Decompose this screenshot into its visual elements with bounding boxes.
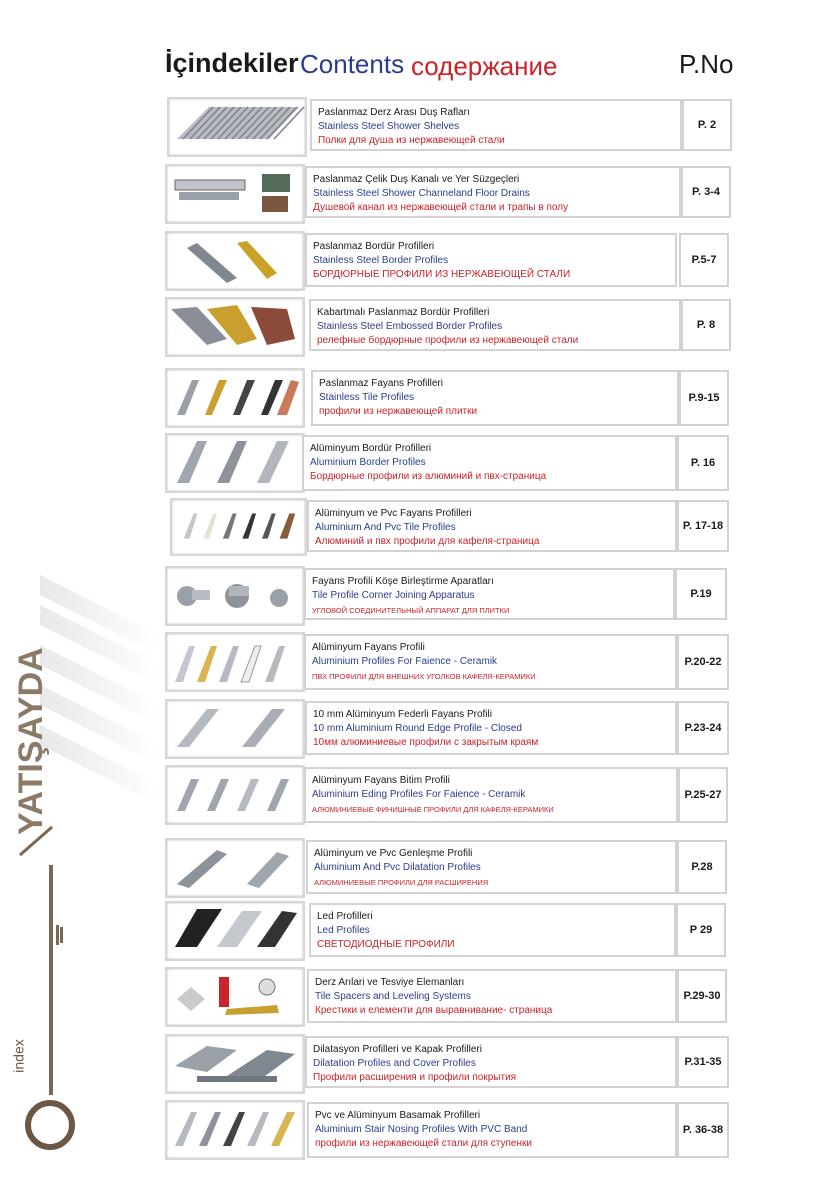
product-image bbox=[167, 701, 303, 757]
product-thumbnail bbox=[165, 1034, 305, 1094]
item-title-turkish: Fayans Profili Köşe Birleştirme Aparatları bbox=[312, 576, 494, 587]
item-title-english: Aluminium And Pvc Tile Profiles bbox=[315, 522, 456, 533]
product-image bbox=[167, 1036, 303, 1092]
product-image bbox=[167, 568, 303, 624]
item-title-turkish: Paslanmaz Derz Arası Duş Rafları bbox=[318, 107, 470, 118]
item-title-russian: УГЛОВОЙ СОЕДИНИТЕЛЬНЫЙ АППАРАТ ДЛЯ ПЛИТКИ bbox=[312, 606, 510, 615]
product-thumbnail bbox=[165, 838, 305, 898]
item-title-turkish: Paslanmaz Bordür Profilleri bbox=[313, 241, 435, 252]
title-turkish: İçindekiler bbox=[165, 48, 299, 78]
product-thumbnail bbox=[165, 765, 305, 825]
item-title-english: Aluminium Stair Nosing Profiles With PVC Band bbox=[315, 1124, 528, 1135]
item-description bbox=[307, 500, 677, 552]
item-title-russian: СВЕТОДИОДНЫЕ ПРОФИЛИ bbox=[317, 939, 455, 950]
item-description bbox=[306, 840, 677, 894]
product-thumbnail bbox=[165, 231, 305, 291]
item-title-russian: Душевой канал из нержавеющей стали и трапы в полу bbox=[313, 202, 569, 213]
title-russian: содержание bbox=[411, 51, 558, 81]
page-number: P.28 bbox=[677, 840, 727, 894]
item-description bbox=[302, 435, 677, 491]
page-number: P 29 bbox=[676, 903, 726, 957]
item-title-english: Stainless Steel Embossed Border Profiles bbox=[317, 321, 503, 332]
item-title-turkish: Kabartmalı Paslanmaz Bordür Profilleri bbox=[317, 307, 490, 318]
item-description bbox=[305, 233, 677, 287]
page-number: P.9-15 bbox=[679, 370, 729, 426]
item-title-turkish: Alüminyum Bordür Profilleri bbox=[310, 443, 432, 454]
item-title-russian: профили из нержавеющей стали для ступенки bbox=[315, 1138, 532, 1149]
item-title-russian: Бордюрные профили из алюминий и пвх-страница bbox=[310, 471, 547, 482]
item-title-english: Aluminium Border Profiles bbox=[310, 457, 426, 468]
page-number: P.23-24 bbox=[677, 701, 729, 755]
item-title-russian: ПВХ ПРОФИЛИ ДЛЯ ВНЕШНИХ УГОЛКОВ КАФЕЛЯ-КЕРАМИКИ bbox=[312, 672, 536, 681]
page-number: P. 3-4 bbox=[681, 166, 731, 218]
item-description bbox=[307, 969, 677, 1023]
item-title-english: Tile Spacers and Leveling Systems bbox=[315, 991, 471, 1002]
page-number: P.29-30 bbox=[677, 969, 727, 1023]
item-title-russian: БОРДЮРНЫЕ ПРОФИЛИ ИЗ НЕРЖАВЕЮЩЕЙ СТАЛИ bbox=[313, 269, 571, 280]
item-title-english: Aluminium Profiles For Faience - Ceramik bbox=[312, 656, 498, 667]
product-thumbnail bbox=[165, 368, 305, 428]
item-description bbox=[305, 701, 677, 755]
product-image bbox=[167, 1102, 303, 1158]
page-number: P.25-27 bbox=[678, 767, 728, 823]
page-number: P. 8 bbox=[681, 299, 731, 351]
product-image bbox=[172, 500, 305, 554]
item-title-turkish: Alüminyum ve Pvc Genleşme Profili bbox=[314, 848, 473, 859]
title-english: Contents bbox=[300, 49, 405, 79]
item-title-russian: АЛЮМИНИЕВЫЕ ФИНИШНЫЕ ПРОФИЛИ ДЛЯ КАФЕЛЯ-КЕРАМИКИ bbox=[312, 805, 554, 814]
product-image bbox=[167, 634, 303, 690]
item-title-turkish: Paslanmaz Çelik Duş Kanalı ve Yer Süzgeçleri bbox=[313, 174, 520, 185]
product-image bbox=[167, 299, 303, 355]
item-title-english: Led Profiles bbox=[317, 925, 370, 936]
product-thumbnail bbox=[165, 967, 305, 1027]
index-side-label bbox=[10, 1030, 40, 1090]
item-title-russian: Крестики и елементи для выравнивание- страница bbox=[315, 1005, 553, 1016]
product-image bbox=[167, 166, 303, 222]
page-number: P.19 bbox=[675, 568, 727, 620]
page-number: P.31-35 bbox=[677, 1036, 729, 1088]
item-title-russian: релефные бордюрные профили из нержавеющей стали bbox=[317, 335, 579, 346]
brand-name: YATIŞAYDA bbox=[12, 647, 50, 835]
item-title-russian: Профили расширения и профили покрытия bbox=[313, 1072, 517, 1083]
item-title-english: Stainless Steel Border Profiles bbox=[313, 255, 449, 266]
item-title-turkish: Pvc ve Alüminyum Basamak Profilleri bbox=[315, 1110, 481, 1121]
page-number: P.20-22 bbox=[677, 634, 729, 690]
item-title-turkish: Alüminyum Fayans Profili bbox=[312, 642, 425, 653]
item-title-turkish: Led Profilleri bbox=[317, 911, 373, 922]
product-image bbox=[167, 903, 303, 959]
item-title-english: Stainless Steel Shower Channeland Floor Drains bbox=[313, 188, 530, 199]
product-thumbnail bbox=[170, 498, 307, 556]
product-thumbnail bbox=[165, 632, 305, 692]
product-image bbox=[167, 767, 303, 823]
product-thumbnail bbox=[165, 164, 305, 224]
item-title-turkish: 10 mm Alüminyum Federli Fayans Profili bbox=[313, 709, 492, 720]
item-title-turkish: Alüminyum Fayans Bitim Profili bbox=[312, 775, 450, 786]
product-image bbox=[167, 370, 303, 426]
product-thumbnail bbox=[165, 297, 305, 357]
item-title-english: Aluminium Eding Profiles For Faience - Ceramik bbox=[312, 789, 526, 800]
item-description bbox=[304, 568, 675, 620]
page-number: P. 36-38 bbox=[677, 1102, 729, 1158]
page-number: P. 2 bbox=[682, 99, 732, 151]
product-thumbnail bbox=[165, 1100, 305, 1160]
page-number: P.5-7 bbox=[679, 233, 729, 287]
item-title-russian: Алюминий и пвх профили для кафеля-страница bbox=[315, 536, 540, 547]
item-title-english: Stainless Tile Profiles bbox=[319, 392, 415, 403]
item-title-russian: профили из нержавеющей плитки bbox=[319, 406, 478, 417]
product-thumbnail bbox=[165, 901, 305, 961]
item-description bbox=[304, 634, 677, 690]
product-thumbnail bbox=[165, 433, 305, 493]
page-number-column-title: P.No bbox=[679, 49, 734, 79]
item-description bbox=[307, 1102, 677, 1158]
product-image bbox=[167, 969, 303, 1025]
item-title-russian: Полки для душа из нержавеющей стали bbox=[318, 135, 505, 146]
product-image bbox=[167, 435, 303, 491]
item-title-english: Dilatation Profiles and Cover Profiles bbox=[313, 1058, 476, 1069]
item-title-russian: АЛЮМИНИЕВЫЕ ПРОФИЛИ ДЛЯ РАСШИРЕНИЯ bbox=[314, 878, 489, 887]
item-title-turkish: Paslanmaz Fayans Profilleri bbox=[319, 378, 443, 389]
index-label-text: index bbox=[10, 1039, 27, 1073]
item-description bbox=[309, 903, 676, 957]
page-number: P. 17-18 bbox=[677, 500, 729, 552]
item-title-english: Tile Profile Corner Joining Apparatus bbox=[312, 590, 475, 601]
product-thumbnail bbox=[165, 566, 305, 626]
item-title-english: Stainless Steel Shower Shelves bbox=[318, 121, 460, 132]
item-title-turkish: Derz Arılari ve Tesviye Elemanları bbox=[315, 977, 465, 988]
item-description bbox=[304, 767, 678, 823]
item-description bbox=[305, 166, 681, 218]
product-image bbox=[169, 99, 305, 155]
contents-header bbox=[165, 48, 745, 84]
item-title-english: 10 mm Aluminium Round Edge Profile - Closed bbox=[313, 723, 522, 734]
item-title-turkish: Alüminyum ve Pvc Fayans Profilleri bbox=[315, 508, 472, 519]
product-image bbox=[167, 840, 303, 896]
item-description bbox=[309, 299, 681, 351]
item-title-turkish: Dilatasyon Profilleri ve Kapak Profilleri bbox=[313, 1044, 482, 1055]
item-description bbox=[310, 99, 682, 151]
item-title-russian: 10мм алюминиевые профили с закрытым краям bbox=[313, 737, 539, 748]
page-number: P. 16 bbox=[677, 435, 729, 491]
product-thumbnail bbox=[167, 97, 307, 157]
product-thumbnail bbox=[165, 699, 305, 759]
item-description bbox=[305, 1036, 677, 1088]
item-title-english: Aluminium And Pvc Dilatation Profiles bbox=[314, 862, 481, 873]
item-description bbox=[311, 370, 679, 426]
product-image bbox=[167, 233, 303, 289]
